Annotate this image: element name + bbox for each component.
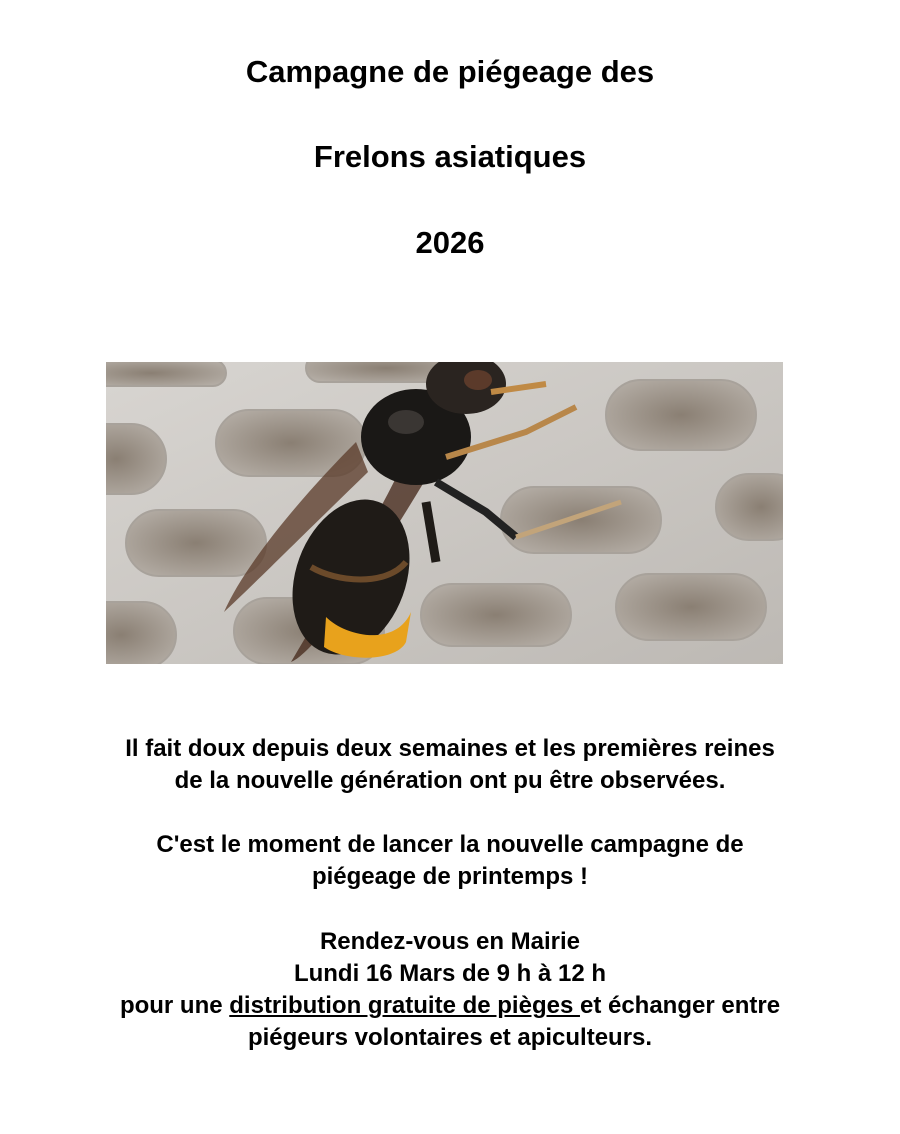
title-year: 2026 <box>415 225 485 260</box>
text-line: C'est le moment de lancer la nouvelle campagne de <box>156 831 744 858</box>
text-line: piégeage de printemps ! <box>311 863 589 890</box>
text-fragment: pour une <box>119 992 230 1019</box>
meeting-date: Lundi 16 Mars de 9 h à 12 h <box>293 960 607 987</box>
text-line <box>0 990 900 1022</box>
free-traps-link[interactable]: distribution gratuite de pièges <box>229 992 580 1019</box>
paragraph-meeting <box>0 926 900 1054</box>
text-line: Il fait doux depuis deux semaines et les premières reines <box>125 735 775 762</box>
hornet-illustration <box>106 362 783 664</box>
text-line: de la nouvelle génération ont pu être observées. <box>174 767 726 794</box>
meeting-place: Rendez-vous en Mairie <box>319 928 581 955</box>
paragraph-observation <box>0 733 900 797</box>
title-line-2: Frelons asiatiques <box>313 139 587 174</box>
paragraph-campaign <box>0 829 900 893</box>
text-fragment: et échanger entre <box>579 992 781 1019</box>
text-line: piégeurs volontaires et apiculteurs. <box>247 1024 653 1051</box>
title-line-1: Campagne de piégeage des <box>245 54 655 89</box>
hornet-photo <box>106 362 783 664</box>
